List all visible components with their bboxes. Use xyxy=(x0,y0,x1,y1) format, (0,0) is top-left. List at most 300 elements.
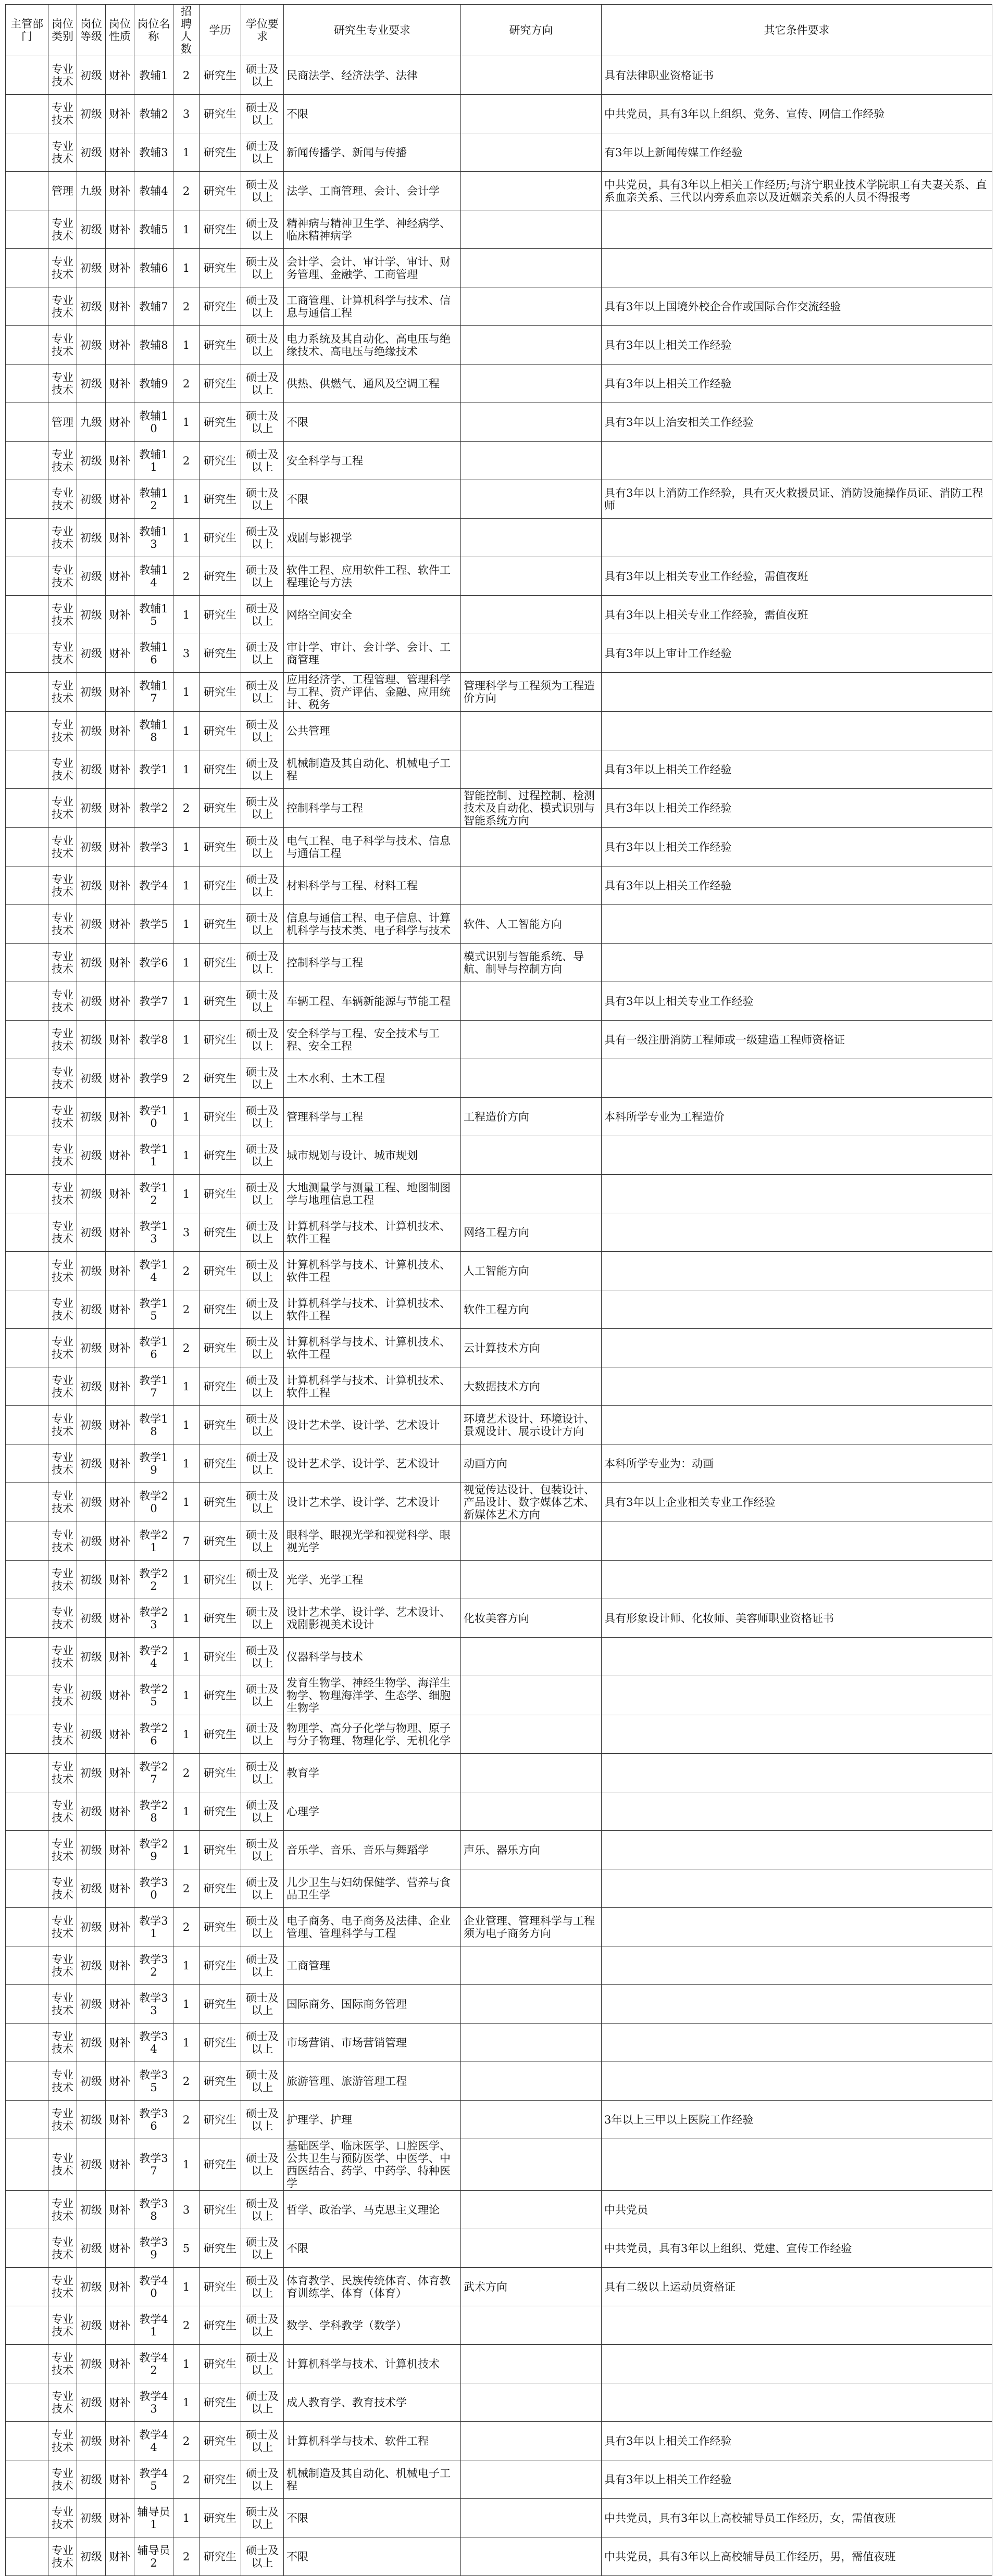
cell-dept xyxy=(6,1252,48,1290)
cell-name: 教学40 xyxy=(134,2268,173,2306)
cell-degree: 硕士及以上 xyxy=(241,828,284,866)
cell-other xyxy=(602,673,992,712)
cell-degree: 硕士及以上 xyxy=(241,596,284,634)
table-row xyxy=(6,1715,992,1754)
cell-degree: 硕士及以上 xyxy=(241,866,284,905)
cell-other: 有3年以上新闻传媒工作经验 xyxy=(602,133,992,172)
cell-count: 1 xyxy=(173,1098,200,1136)
cell-category: 专业技术 xyxy=(48,2062,77,2101)
cell-other xyxy=(602,1715,992,1754)
cell-dept xyxy=(6,1985,48,2024)
cell-direction: 动画方向 xyxy=(461,1444,602,1483)
cell-category: 专业技术 xyxy=(48,944,77,982)
cell-degree: 硕士及以上 xyxy=(241,750,284,789)
cell-dept xyxy=(6,2229,48,2268)
cell-dept xyxy=(6,2024,48,2062)
cell-other xyxy=(602,210,992,249)
cell-major: 哲学、政治学、马克思主义理论 xyxy=(284,2191,461,2229)
cell-category: 专业技术 xyxy=(48,1522,77,1561)
header-nature: 岗位性质 xyxy=(106,5,134,56)
cell-category: 专业技术 xyxy=(48,95,77,133)
table-row xyxy=(6,2306,992,2345)
cell-nature: 财补 xyxy=(106,2229,134,2268)
cell-direction xyxy=(461,2139,602,2191)
cell-nature: 财补 xyxy=(106,1869,134,1908)
cell-name: 教学17 xyxy=(134,1367,173,1406)
cell-category: 专业技术 xyxy=(48,750,77,789)
cell-other xyxy=(602,2306,992,2345)
cell-name: 教辅9 xyxy=(134,365,173,403)
cell-degree: 硕士及以上 xyxy=(241,557,284,596)
cell-nature: 财补 xyxy=(106,866,134,905)
cell-other xyxy=(602,519,992,557)
cell-count: 2 xyxy=(173,287,200,326)
cell-other: 中共党员，具有3年以上相关工作经历;与济宁职业技术学院职工有夫妻关系、直系血亲关系、三代以内旁系血亲以及近姻亲关系的人员不得报考 xyxy=(602,172,992,210)
cell-level: 初级 xyxy=(77,1098,106,1136)
cell-major: 物理学、高分子化学与物理、原子与分子物理、物理化学、无机化学 xyxy=(284,1715,461,1754)
table-row xyxy=(6,750,992,789)
cell-degree: 硕士及以上 xyxy=(241,403,284,442)
cell-nature: 财补 xyxy=(106,1136,134,1175)
cell-nature: 财补 xyxy=(106,2024,134,2062)
cell-nature: 财补 xyxy=(106,1946,134,1985)
cell-name: 教辅16 xyxy=(134,634,173,673)
cell-count: 1 xyxy=(173,249,200,287)
table-row xyxy=(6,480,992,519)
cell-name: 教辅1 xyxy=(134,56,173,95)
cell-degree: 硕士及以上 xyxy=(241,1715,284,1754)
cell-direction xyxy=(461,1136,602,1175)
cell-nature: 财补 xyxy=(106,519,134,557)
cell-degree: 硕士及以上 xyxy=(241,2499,284,2537)
cell-category: 专业技术 xyxy=(48,1792,77,1831)
cell-major: 机械制造及其自动化、机械电子工程 xyxy=(284,2460,461,2499)
cell-education: 研究生 xyxy=(200,905,241,944)
cell-education: 研究生 xyxy=(200,2499,241,2537)
cell-name: 教辅6 xyxy=(134,249,173,287)
cell-count: 3 xyxy=(173,634,200,673)
cell-other xyxy=(602,1638,992,1676)
cell-category: 管理 xyxy=(48,403,77,442)
cell-direction xyxy=(461,1715,602,1754)
cell-degree: 硕士及以上 xyxy=(241,2101,284,2139)
cell-major: 设计艺术学、设计学、艺术设计 xyxy=(284,1406,461,1444)
cell-level: 初级 xyxy=(77,1522,106,1561)
cell-count: 1 xyxy=(173,2268,200,2306)
cell-dept xyxy=(6,2422,48,2460)
cell-nature: 财补 xyxy=(106,557,134,596)
cell-direction: 模式识别与智能系统、导航、制导与控制方向 xyxy=(461,944,602,982)
cell-level: 初级 xyxy=(77,1985,106,2024)
cell-direction xyxy=(461,2229,602,2268)
cell-direction xyxy=(461,480,602,519)
cell-name: 教辅17 xyxy=(134,673,173,712)
cell-level: 初级 xyxy=(77,519,106,557)
table-row xyxy=(6,403,992,442)
cell-name: 教学9 xyxy=(134,1059,173,1098)
table-row xyxy=(6,2499,992,2537)
cell-nature: 财补 xyxy=(106,172,134,210)
cell-name: 教学14 xyxy=(134,1252,173,1290)
cell-dept xyxy=(6,1754,48,1792)
table-row xyxy=(6,557,992,596)
cell-degree: 硕士及以上 xyxy=(241,1869,284,1908)
cell-nature: 财补 xyxy=(106,750,134,789)
cell-name: 教辅12 xyxy=(134,480,173,519)
cell-name: 教辅15 xyxy=(134,596,173,634)
cell-nature: 财补 xyxy=(106,287,134,326)
cell-other xyxy=(602,2024,992,2062)
cell-nature: 财补 xyxy=(106,2062,134,2101)
table-row xyxy=(6,442,992,480)
header-row xyxy=(6,5,992,56)
cell-major: 计算机科学与技术、计算机技术、软件工程 xyxy=(284,1329,461,1367)
cell-direction xyxy=(461,557,602,596)
header-direction: 研究方向 xyxy=(461,5,602,56)
cell-other: 具有3年以上国境外校企合作或国际合作交流经验 xyxy=(602,287,992,326)
cell-dept xyxy=(6,133,48,172)
cell-dept xyxy=(6,1290,48,1329)
cell-category: 专业技术 xyxy=(48,866,77,905)
cell-category: 专业技术 xyxy=(48,2024,77,2062)
cell-degree: 硕士及以上 xyxy=(241,519,284,557)
cell-count: 1 xyxy=(173,1136,200,1175)
cell-count: 1 xyxy=(173,982,200,1021)
cell-other xyxy=(602,1406,992,1444)
cell-education: 研究生 xyxy=(200,1676,241,1715)
cell-category: 专业技术 xyxy=(48,2537,77,2576)
cell-education: 研究生 xyxy=(200,2268,241,2306)
cell-level: 初级 xyxy=(77,2139,106,2191)
cell-count: 1 xyxy=(173,519,200,557)
cell-count: 2 xyxy=(173,789,200,828)
cell-dept xyxy=(6,1483,48,1522)
cell-level: 初级 xyxy=(77,557,106,596)
cell-category: 专业技术 xyxy=(48,1599,77,1638)
cell-name: 教学35 xyxy=(134,2062,173,2101)
cell-education: 研究生 xyxy=(200,1522,241,1561)
cell-other: 中共党员，具有3年以上组织、党建、宣传工作经验 xyxy=(602,2229,992,2268)
cell-education: 研究生 xyxy=(200,1059,241,1098)
table-row xyxy=(6,1252,992,1290)
cell-direction xyxy=(461,982,602,1021)
table-row xyxy=(6,249,992,287)
cell-education: 研究生 xyxy=(200,133,241,172)
cell-dept xyxy=(6,172,48,210)
cell-level: 初级 xyxy=(77,2306,106,2345)
cell-level: 初级 xyxy=(77,1290,106,1329)
cell-count: 2 xyxy=(173,2537,200,2576)
cell-major: 精神病与精神卫生学、神经病学、临床精神病学 xyxy=(284,210,461,249)
cell-education: 研究生 xyxy=(200,287,241,326)
table-row xyxy=(6,2062,992,2101)
cell-count: 7 xyxy=(173,1522,200,1561)
cell-degree: 硕士及以上 xyxy=(241,2191,284,2229)
cell-dept xyxy=(6,326,48,365)
header-dept: 主管部门 xyxy=(6,5,48,56)
cell-education: 研究生 xyxy=(200,1021,241,1059)
cell-direction xyxy=(461,2101,602,2139)
cell-degree: 硕士及以上 xyxy=(241,982,284,1021)
cell-dept xyxy=(6,1367,48,1406)
cell-direction xyxy=(461,2191,602,2229)
cell-major: 戏剧与影视学 xyxy=(284,519,461,557)
table-row xyxy=(6,2268,992,2306)
table-row xyxy=(6,365,992,403)
cell-direction: 企业管理、管理科学与工程须为电子商务方向 xyxy=(461,1908,602,1946)
cell-category: 专业技术 xyxy=(48,982,77,1021)
cell-category: 专业技术 xyxy=(48,828,77,866)
cell-degree: 硕士及以上 xyxy=(241,1483,284,1522)
cell-name: 教学28 xyxy=(134,1792,173,1831)
cell-major: 车辆工程、车辆新能源与节能工程 xyxy=(284,982,461,1021)
cell-nature: 财补 xyxy=(106,2139,134,2191)
cell-dept xyxy=(6,1676,48,1715)
cell-category: 专业技术 xyxy=(48,1869,77,1908)
cell-other xyxy=(602,944,992,982)
cell-count: 2 xyxy=(173,557,200,596)
cell-level: 初级 xyxy=(77,1483,106,1522)
cell-count: 2 xyxy=(173,1059,200,1098)
cell-major: 管理科学与工程 xyxy=(284,1098,461,1136)
table-row xyxy=(6,2191,992,2229)
cell-other xyxy=(602,2383,992,2422)
table-row xyxy=(6,1869,992,1908)
cell-name: 教学18 xyxy=(134,1406,173,1444)
cell-dept xyxy=(6,557,48,596)
cell-major: 工商管理 xyxy=(284,1946,461,1985)
cell-direction xyxy=(461,2460,602,2499)
cell-category: 专业技术 xyxy=(48,1213,77,1252)
cell-other: 具有3年以上消防工作经验，具有灭火救援员证、消防设施操作员证、消防工程师 xyxy=(602,480,992,519)
header-category: 岗位类别 xyxy=(48,5,77,56)
cell-nature: 财补 xyxy=(106,673,134,712)
table-row xyxy=(6,1754,992,1792)
cell-degree: 硕士及以上 xyxy=(241,1059,284,1098)
header-name: 岗位名称 xyxy=(134,5,173,56)
cell-education: 研究生 xyxy=(200,210,241,249)
cell-name: 教学44 xyxy=(134,2422,173,2460)
cell-dept xyxy=(6,789,48,828)
cell-nature: 财补 xyxy=(106,789,134,828)
cell-category: 专业技术 xyxy=(48,365,77,403)
cell-count: 1 xyxy=(173,1483,200,1522)
cell-category: 专业技术 xyxy=(48,1252,77,1290)
cell-count: 1 xyxy=(173,1676,200,1715)
cell-degree: 硕士及以上 xyxy=(241,249,284,287)
cell-major: 控制科学与工程 xyxy=(284,789,461,828)
cell-name: 教辅5 xyxy=(134,210,173,249)
cell-direction xyxy=(461,172,602,210)
cell-category: 专业技术 xyxy=(48,1638,77,1676)
cell-count: 1 xyxy=(173,828,200,866)
cell-count: 1 xyxy=(173,210,200,249)
cell-name: 教学16 xyxy=(134,1329,173,1367)
cell-direction: 人工智能方向 xyxy=(461,1252,602,1290)
cell-nature: 财补 xyxy=(106,365,134,403)
cell-level: 初级 xyxy=(77,1252,106,1290)
table-row xyxy=(6,982,992,1021)
cell-category: 专业技术 xyxy=(48,326,77,365)
cell-name: 教学12 xyxy=(134,1175,173,1213)
cell-degree: 硕士及以上 xyxy=(241,1252,284,1290)
cell-education: 研究生 xyxy=(200,172,241,210)
cell-name: 教辅4 xyxy=(134,172,173,210)
cell-count: 1 xyxy=(173,1599,200,1638)
cell-education: 研究生 xyxy=(200,2229,241,2268)
cell-dept xyxy=(6,2268,48,2306)
cell-level: 初级 xyxy=(77,1715,106,1754)
table-row xyxy=(6,944,992,982)
cell-name: 教学31 xyxy=(134,1908,173,1946)
cell-name: 教学3 xyxy=(134,828,173,866)
cell-direction: 武术方向 xyxy=(461,2268,602,2306)
cell-count: 2 xyxy=(173,1908,200,1946)
cell-major: 基础医学、临床医学、口腔医学、公共卫生与预防医学、中医学、中西医结合、药学、中药学、特种医学 xyxy=(284,2139,461,2191)
cell-count: 2 xyxy=(173,1754,200,1792)
table-row xyxy=(6,1638,992,1676)
cell-major: 新闻传播学、新闻与传播 xyxy=(284,133,461,172)
table-row xyxy=(6,2537,992,2576)
cell-direction xyxy=(461,519,602,557)
cell-direction: 软件工程方向 xyxy=(461,1290,602,1329)
cell-other: 具有3年以上相关工作经验 xyxy=(602,326,992,365)
cell-level: 初级 xyxy=(77,2191,106,2229)
cell-other xyxy=(602,1290,992,1329)
cell-other xyxy=(602,1367,992,1406)
cell-degree: 硕士及以上 xyxy=(241,1522,284,1561)
table-row xyxy=(6,1367,992,1406)
cell-education: 研究生 xyxy=(200,1946,241,1985)
cell-degree: 硕士及以上 xyxy=(241,1444,284,1483)
cell-education: 研究生 xyxy=(200,1406,241,1444)
cell-other xyxy=(602,1522,992,1561)
cell-level: 九级 xyxy=(77,172,106,210)
cell-major: 公共管理 xyxy=(284,712,461,750)
cell-name: 教学34 xyxy=(134,2024,173,2062)
cell-nature: 财补 xyxy=(106,2422,134,2460)
cell-direction xyxy=(461,2383,602,2422)
cell-count: 5 xyxy=(173,2229,200,2268)
cell-nature: 财补 xyxy=(106,1792,134,1831)
table-row xyxy=(6,1098,992,1136)
cell-nature: 财补 xyxy=(106,1638,134,1676)
cell-category: 专业技术 xyxy=(48,1908,77,1946)
cell-major: 旅游管理、旅游管理工程 xyxy=(284,2062,461,2101)
cell-other: 本科所学专业为：动画 xyxy=(602,1444,992,1483)
cell-direction xyxy=(461,1021,602,1059)
cell-major: 计算机科学与技术、计算机技术、软件工程 xyxy=(284,1213,461,1252)
table-row xyxy=(6,1831,992,1869)
table-row xyxy=(6,1792,992,1831)
cell-education: 研究生 xyxy=(200,2460,241,2499)
cell-level: 初级 xyxy=(77,2422,106,2460)
cell-direction: 云计算技术方向 xyxy=(461,1329,602,1367)
cell-nature: 财补 xyxy=(106,1561,134,1599)
cell-category: 专业技术 xyxy=(48,634,77,673)
cell-direction xyxy=(461,1985,602,2024)
cell-count: 3 xyxy=(173,1213,200,1252)
cell-other: 具有3年以上相关专业工作经验，需值夜班 xyxy=(602,557,992,596)
cell-name: 教学33 xyxy=(134,1985,173,2024)
cell-count: 1 xyxy=(173,1406,200,1444)
cell-name: 教学32 xyxy=(134,1946,173,1985)
cell-major: 审计学、审计、会计学、会计、工商管理 xyxy=(284,634,461,673)
cell-education: 研究生 xyxy=(200,1213,241,1252)
cell-name: 教学8 xyxy=(134,1021,173,1059)
cell-major: 不限 xyxy=(284,95,461,133)
cell-major: 眼科学、眼视光学和视觉科学、眼视光学 xyxy=(284,1522,461,1561)
cell-direction xyxy=(461,712,602,750)
cell-degree: 硕士及以上 xyxy=(241,1406,284,1444)
table-row xyxy=(6,519,992,557)
cell-other: 具有一级注册消防工程师或一级建造工程师资格证 xyxy=(602,1021,992,1059)
cell-other: 具有3年以上相关专业工作经验，需值夜班 xyxy=(602,596,992,634)
cell-other xyxy=(602,905,992,944)
cell-education: 研究生 xyxy=(200,789,241,828)
cell-nature: 财补 xyxy=(106,326,134,365)
cell-major: 城市规划与设计、城市规划 xyxy=(284,1136,461,1175)
cell-dept xyxy=(6,750,48,789)
cell-dept xyxy=(6,2139,48,2191)
cell-name: 教学19 xyxy=(134,1444,173,1483)
cell-dept xyxy=(6,1444,48,1483)
header-education: 学历 xyxy=(200,5,241,56)
cell-major: 会计学、会计、审计学、审计、财务管理、金融学、工商管理 xyxy=(284,249,461,287)
header-other: 其它条件要求 xyxy=(602,5,992,56)
cell-education: 研究生 xyxy=(200,2191,241,2229)
cell-direction xyxy=(461,634,602,673)
cell-level: 初级 xyxy=(77,287,106,326)
cell-other xyxy=(602,1175,992,1213)
cell-count: 1 xyxy=(173,905,200,944)
cell-name: 教学11 xyxy=(134,1136,173,1175)
cell-dept xyxy=(6,365,48,403)
cell-category: 专业技术 xyxy=(48,519,77,557)
cell-direction xyxy=(461,287,602,326)
cell-category: 专业技术 xyxy=(48,2383,77,2422)
cell-level: 初级 xyxy=(77,2537,106,2576)
cell-category: 专业技术 xyxy=(48,210,77,249)
cell-direction xyxy=(461,750,602,789)
cell-direction: 软件、人工智能方向 xyxy=(461,905,602,944)
cell-dept xyxy=(6,1715,48,1754)
cell-level: 初级 xyxy=(77,634,106,673)
cell-level: 初级 xyxy=(77,1561,106,1599)
cell-other xyxy=(602,1792,992,1831)
cell-education: 研究生 xyxy=(200,480,241,519)
cell-other xyxy=(602,1329,992,1367)
cell-other: 中共党员，具有3年以上组织、党务、宣传、网信工作经验 xyxy=(602,95,992,133)
cell-other: 具有3年以上相关工作经验 xyxy=(602,2460,992,2499)
cell-dept xyxy=(6,1522,48,1561)
cell-category: 专业技术 xyxy=(48,249,77,287)
cell-category: 专业技术 xyxy=(48,1059,77,1098)
cell-degree: 硕士及以上 xyxy=(241,365,284,403)
cell-major: 光学、光学工程 xyxy=(284,1561,461,1599)
cell-name: 教学38 xyxy=(134,2191,173,2229)
cell-other: 中共党员 xyxy=(602,2191,992,2229)
cell-nature: 财补 xyxy=(106,1522,134,1561)
cell-count: 1 xyxy=(173,2383,200,2422)
cell-education: 研究生 xyxy=(200,1367,241,1406)
cell-other xyxy=(602,1252,992,1290)
cell-education: 研究生 xyxy=(200,982,241,1021)
cell-dept xyxy=(6,2345,48,2383)
cell-major: 音乐学、音乐、音乐与舞蹈学 xyxy=(284,1831,461,1869)
cell-major: 安全科学与工程、安全技术与工程、安全工程 xyxy=(284,1021,461,1059)
cell-major: 材料科学与工程、材料工程 xyxy=(284,866,461,905)
